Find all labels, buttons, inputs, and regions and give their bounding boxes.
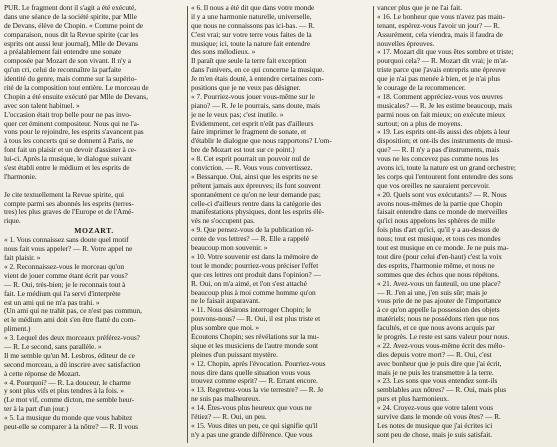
text-line: lui-ci. Après la musique, le dialogue suivant: [4, 155, 132, 164]
text-line: C'est vrai; sur votre terre vous faites de la: [191, 30, 312, 39]
text-line: triste parce que j'avais entrepris une épreuve: [377, 66, 506, 75]
text-line: « 17. Mozart dit que vous êtes sombre et triste;: [377, 48, 514, 57]
text-line: « 20. Quels sont vos exécutants? — R. Nous: [377, 190, 507, 199]
text-line: « 15. Vous dites un peu, ce qui signifie qu'il: [191, 421, 318, 430]
text-line: cente de vos lettres? — R. Elle a rappelé: [191, 235, 309, 244]
text-line: survive dans le monde où vous êtes? — R.: [377, 412, 501, 421]
section-heading: MOZART.: [74, 226, 114, 236]
text-line: que ces lettres ont produit dans l'opinion? —: [191, 270, 321, 279]
text-line: « 22. Avez-vous vous-même écrit des mélo-: [377, 341, 505, 350]
text-line: Évidemment, cet esprit n'eût pas d'ailleurs: [191, 119, 314, 128]
text-line: musique; ici, toute la nature fait entendre: [191, 39, 311, 48]
text-line: « 19. Les esprits ont-ils aussi des objets à leur: [377, 128, 511, 137]
text-line: ne le faisait auparavant.: [191, 297, 260, 306]
text-line: R. Oui, on m'a aimé, et l'on s'est attaché: [191, 279, 307, 288]
text-line: dans l'univers, en ce qui concerne la musique.: [191, 66, 325, 75]
text-line: [4, 182, 184, 191]
text-line: les corps qui l'entourent font entendre des sons: [377, 172, 513, 181]
text-line: il y a une harmonie naturelle, universelle,: [191, 12, 312, 21]
text-line: conviction. — R. Vous vous convertissez.: [191, 164, 313, 173]
text-line: second morceau, a dû inscrire avec satisfaction: [4, 360, 141, 369]
text-line: parmi nous on fait mieux; on exécute mieux: [377, 110, 506, 119]
text-line: « 11. Nous désirons interroger Chopin; le: [191, 306, 312, 315]
text-line: esprits ont aussi leur journal), Mlle de Devans: [4, 39, 138, 48]
text-line: que vos oreilles ne sauraient percevoir.: [377, 181, 490, 190]
text-line: que? — R. Il n'y a pas d'instruments, mais: [377, 146, 500, 155]
text-line: y sont plus vifs et plus tendres à la fois. »: [4, 387, 124, 396]
text-line: Je cite textuellement la Revue spirite, qui: [4, 190, 124, 199]
text-line: « 1. Vous connaissez sans doute quel motif: [4, 236, 129, 245]
text-line: sont peu de chose, mais je suis satisfait.: [377, 430, 493, 439]
text-line: tout dire (pour celui d'en-haut) c'est la voix: [377, 252, 502, 261]
text-line: le courage de la recommencer.: [377, 84, 466, 93]
text-line: « 2. Reconnaissez-vous le morceau qu'on: [4, 262, 125, 271]
text-line: Il paraît que seule la terre fait exception: [191, 57, 307, 66]
column-right: [377, 4, 557, 447]
text-line: font fait un plaisir et un devoir d'assister à ce-: [4, 146, 137, 155]
text-line: (Un ami qui ne trahit pas, ce n'est pas commun,: [4, 307, 142, 316]
text-line: tenant, espérez-vous l'avoir un jour? — R.: [377, 21, 500, 30]
text-line: pourquoi cela? — R. Mozart dit vrai; je m'at-: [377, 57, 509, 66]
text-line: vous ne les concevez pas comme nous les: [377, 155, 499, 164]
text-line: « 3. Lequel des deux morceaux préférez-vous?: [4, 334, 140, 343]
text-line: musicales? — R. Je les estime beaucoup, mais: [377, 101, 513, 110]
text-line: des sons mélodieux. »: [191, 48, 256, 57]
text-line: vient de jouer comme étant écrit par vous?: [4, 271, 128, 280]
text-line: identité du genre, mais comme sur la supério-: [4, 75, 137, 84]
text-line: ter à la part d'un jour.): [4, 405, 69, 414]
text-line: d'établir le dialogue que nous rapportons? L'om-: [191, 137, 332, 146]
text-line: peut-elle se comparer à la nôtre? — R. Il vous: [4, 422, 138, 431]
text-line: je ne le veux pas; c'est inutile. »: [191, 110, 284, 119]
text-line: l'harmonie.: [4, 172, 37, 181]
text-line: quer cet éminent compositeur. Nous qui ne l'a-: [4, 119, 140, 128]
column-left: [4, 4, 184, 447]
text-line: avons nous-mêmes de la partie que Chopin: [377, 199, 503, 208]
text-line: manifestations physiques, dont les esprits élè-: [191, 208, 325, 217]
text-line: prêtent jamais aux épreuves; ils font souvent: [191, 181, 321, 190]
text-line: faire imprimer le fragment de sonate, et: [191, 128, 307, 137]
text-line: Il me semble qu'un M. Lesbros, éditeur de ce: [4, 351, 135, 360]
text-line: disposition; et ont-ils des instruments de musi-: [377, 137, 513, 146]
text-line: « 24. Croyez-vous que votre talent vous: [377, 404, 494, 413]
text-line: « 23. Les sons que vous entendez sont-ils: [377, 377, 498, 386]
text-line: « 16. Le bonheur que vous n'avez pas main-: [377, 12, 505, 21]
text-line: semblables aux nôtres? — R. Oui, mais plus: [377, 386, 507, 395]
text-line: Chopin a été ensuite exécuté par Mlle de Devans,: [4, 92, 148, 101]
text-line: (Le mot vif, comme dicton, me semble heur-: [4, 396, 135, 405]
text-line: « 21. Avez-vous un fauteuil, ou une place?: [377, 279, 501, 288]
text-line: nous; tout est musique, et tous ces mondes: [377, 235, 501, 244]
text-line: « 14. Êtes-vous plus heureux que vous ne: [191, 404, 312, 413]
text-line: facultés, et ce que nous avons acquis par: [377, 324, 495, 333]
text-line: de Devans, élève de Chopin. « Comme point de: [4, 21, 144, 30]
text-line: à ce qu'on appelle la possession des objets: [377, 306, 500, 315]
text-line: qu'un cri, celui de reconnaître la parfaite: [4, 66, 122, 75]
text-line: pliment.): [4, 325, 31, 334]
text-line: — R. Le second, sans parallèle. »: [4, 342, 102, 351]
text-line: « 10. Votre souvenir est dans la mémoire de: [191, 252, 319, 261]
text-line: vons pour le rejoindre, les esprits s'avancent pas: [4, 128, 144, 137]
text-line: vous prie de ne pas ajouter de l'importance: [377, 297, 502, 306]
text-line: a préalablement fait entendre une sonate: [4, 48, 122, 57]
text-line: nouvelles épreuves.: [377, 39, 435, 48]
text-line: positions que je ne veux pas désigner.: [191, 84, 301, 93]
text-line: à tous les concerts qui se donnent à Paris, ne: [4, 137, 134, 146]
text-line: fait plaisir. »: [4, 254, 41, 263]
text-line: dies depuis votre mort? — R. Oui, c'est: [377, 350, 492, 359]
text-line: vés ne s'occupent pas.: [191, 217, 255, 226]
text-line: beaucoup plus à moi comme homme qu'on: [191, 288, 316, 297]
text-line: « 18. Comment appréciez-vous vos œuvres: [377, 92, 503, 101]
text-line: avec bonheur que je puis dire que j'ai écrit,: [377, 359, 502, 368]
column-divider: [373, 6, 374, 443]
text-line: rité de la composition tout entière. Le morceau de: [4, 84, 149, 93]
text-line: que je n'ai pas menée à bien, et je n'ai plus: [377, 75, 500, 84]
text-line: « 7. Pourriez-vous jouer vous-même sur le: [191, 92, 315, 101]
text-line: « 5. La musique du monde que vous habitez: [4, 414, 133, 423]
column-middle: [191, 4, 371, 447]
text-line: Assurément, cela viendra, mais il faudra de: [377, 30, 503, 39]
text-line: matériels; nous ne possédons rien que nos: [377, 315, 499, 324]
text-line: « 6. Il nous a été dit que dans votre monde: [191, 4, 315, 12]
text-line: sique et les musiciens de l'autre monde sont: [191, 341, 319, 350]
text-line: spontanément ce qu'on ne leur demande pas;: [191, 190, 321, 199]
text-line: et le médium ami doit s'en être flatté du com-: [4, 316, 136, 325]
text-line: bre de Mozart est tout sur ce point.): [191, 146, 295, 155]
text-line: n'y a pas une grande différence. Que vous: [191, 430, 313, 439]
text-line: vancer plus que je ne l'ai fait.: [377, 4, 462, 12]
text-line: Je m'en étais douté, à entendre certaines com-: [191, 75, 324, 84]
text-line: mais je ne puis les transmettre à la terre.: [377, 368, 494, 377]
text-line: — R. Oui, très-bien; je le reconnais tout à: [4, 280, 126, 289]
text-line: beaucoup mon souvenir. »: [191, 244, 268, 253]
text-line: faisait entendre dans ce monde de merveilles: [377, 208, 508, 217]
text-line: avons ici, toute la nature est un grand orchestre;: [377, 164, 516, 173]
text-line: Les notes de musique que j'ai écrites ici: [377, 421, 493, 430]
text-line: « 8. Cet esprit pourrait un pouvoir nul de: [191, 155, 310, 164]
text-line: fait. Le médium qui l'a servi d'interprète: [4, 289, 121, 298]
text-line: « Bessarque. Oui, ainsi que les esprits ne se: [191, 172, 318, 181]
text-line: PUR. Le fragment dont il s'agit a été exécuté,: [4, 4, 137, 12]
text-line: — R. J'en ai une, j'en suis sûr; mais je: [377, 288, 488, 297]
text-line: pleines d'un puissant mystère.: [191, 350, 278, 359]
text-line: pouvons-nous? — R. Oui, il est plus triste et: [191, 315, 321, 324]
text-line: fois plus d'art qu'ici, qu'il y a au-dessus de: [377, 226, 500, 235]
text-line: à cette réponse de Mozart.: [4, 369, 81, 378]
text-line: qu'ici nous appelons les sphères de mille: [377, 217, 495, 226]
text-line: que nous ne connaissons pas ici-bas. — R.: [191, 21, 315, 30]
text-line: s'est établi entre le médium et les esprits de: [4, 164, 130, 173]
text-line: le progrès. Le reste est sans valeur pour nous.: [377, 332, 510, 341]
text-line: nous dire dans quelle situation vous vous: [191, 368, 311, 377]
text-line: nous fait vous appeler? — R. Votre appel ne: [4, 245, 133, 254]
text-line: « 12. Chopin, après l'évocation. Pourriez-vous: [191, 359, 326, 368]
text-line: piano? — R. Je le pourrais, sans doute, mais: [191, 101, 320, 110]
text-line: tres) les plus graves de l'Europe et de l'Amé-: [4, 208, 134, 217]
text-line: comparaison, nous dit la Revue spirite (car les: [4, 30, 139, 39]
text-line: « 13. Regrettez-vous la vie terrestre? — R. Je: [191, 386, 324, 395]
text-line: celle-ci d'ailleurs rentre dans la catégorie des: [191, 199, 322, 208]
text-line: est un ami qui ne m'a pas trahi. »: [4, 298, 100, 307]
text-line: sommes que des échos que nous répétons.: [377, 270, 500, 279]
text-line: avec son talent habituel. »: [4, 101, 80, 110]
text-line: plus sombre que moi. »: [191, 324, 260, 333]
text-line: purs et plus harmonieux.: [377, 395, 449, 404]
text-line: ne suis pas malheureux.: [191, 395, 261, 404]
column-divider: [187, 6, 188, 443]
text-line: rique.: [4, 217, 21, 226]
text-line: tout le monde; pourriez-vous préciser l'effet: [191, 261, 319, 270]
text-line: Écoutons Chopin; ses révélations sur la mu-: [191, 332, 319, 341]
text-line: des esprits, l'harmonie même, et nous ne: [377, 261, 495, 270]
text-line: trouvez comme esprit? — R. Errant encore.: [191, 377, 318, 386]
text-line: « 4. Pourquoi? — R. La douceur, le charme: [4, 378, 131, 387]
text-line: dans une séance de la société spirite, par Mlle: [4, 12, 137, 21]
text-line: « 9. Que pensez-vous de la publication ré-: [191, 226, 314, 235]
text-line: l'étiez? — R. Oui, un peu.: [191, 412, 267, 421]
text-line: composée par Mozart de son vivant. Il n'y a: [4, 57, 132, 66]
text-line: surtout; on a plus de moyens.: [377, 119, 463, 128]
text-line: L'occasion était trop belle pour ne pas invo-: [4, 110, 132, 119]
text-line: tout est musique en ce monde. Je ne puis ma-: [377, 244, 509, 253]
text-line: compte parmi ses abonnés les esprits (terres-: [4, 199, 134, 208]
